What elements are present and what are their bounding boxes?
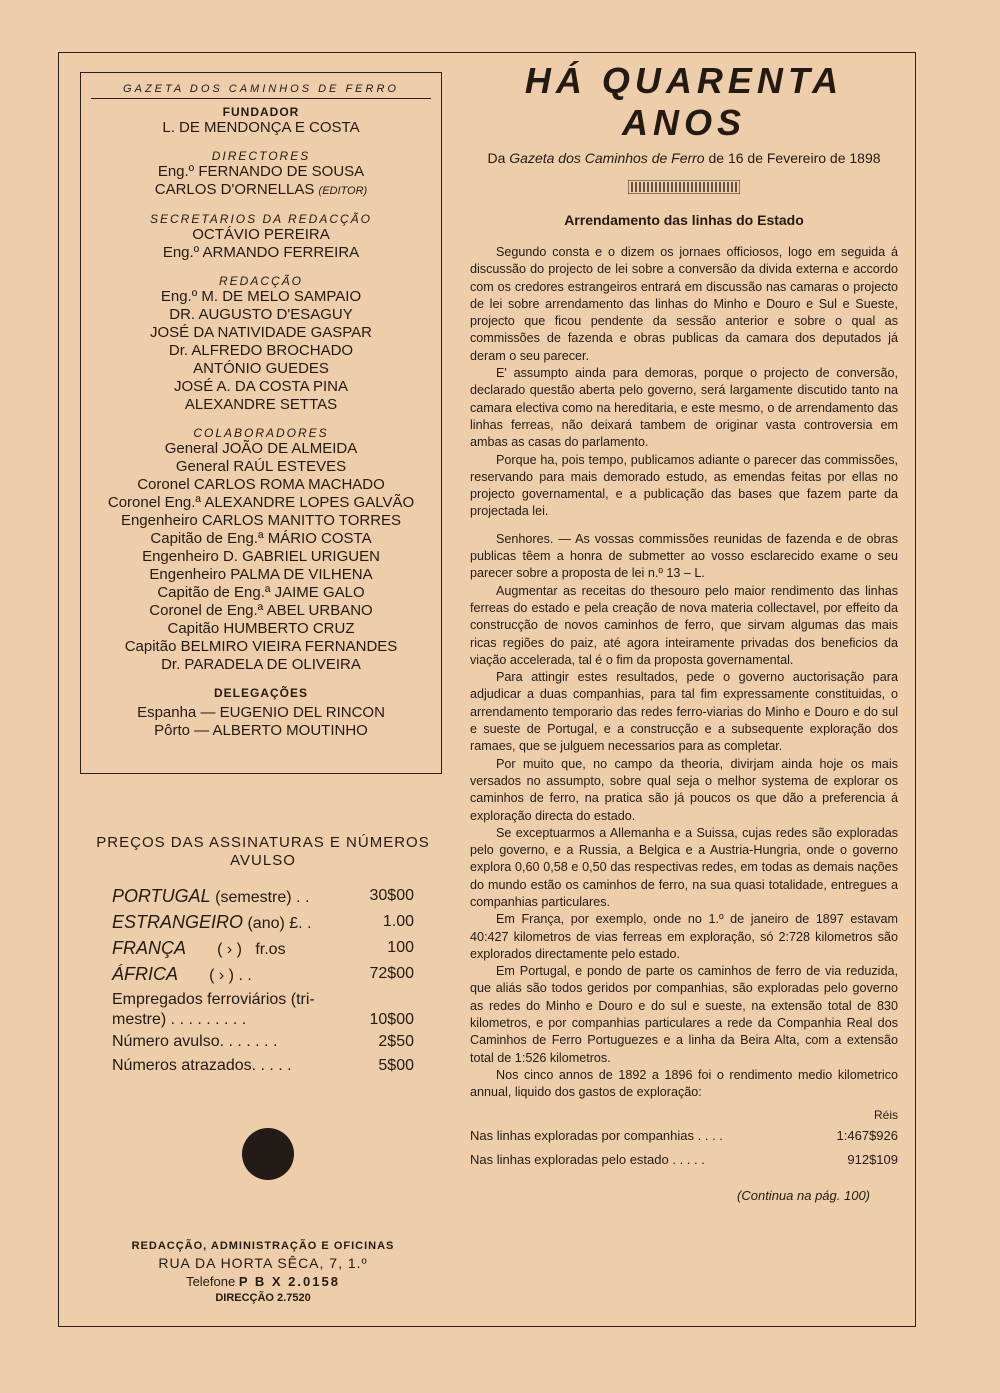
colaborador-name: Engenheiro CARLOS MANITTO TORRES xyxy=(120,512,402,529)
article-paragraph: Senhores. — As vossas commissões reunidas de fazenda e de obras publicas têem a honra de submetter ao vosso esclarecido exame o seu parecer sobre a proposta de lei n.º 13 – L. xyxy=(470,531,898,581)
price-label: ESTRANGEIRO xyxy=(112,912,244,932)
ferroviarios-row xyxy=(88,990,438,1010)
colaborador-name: General JOÃO DE ALMEIDA xyxy=(164,440,358,457)
colaborador-name: Coronel de Eng.ª ABEL URBANO xyxy=(149,602,373,619)
article-paragraph: Em França, por exemplo, onde no 1.º de janeiro de 1897 estavam 40:427 kilometros de vias ferreas em exploração, só 2:728 kilometros são explorados directamente pelo estado. xyxy=(470,912,898,961)
income-value: 912$109 xyxy=(847,1151,898,1167)
price-row xyxy=(88,936,438,962)
reis-label: Réis xyxy=(873,1107,898,1122)
price-label-detail: ( › ) fr.os xyxy=(186,941,286,958)
colaborador-name: Capitão HUMBERTO CRUZ xyxy=(167,620,355,637)
dateline-source: Gazeta dos Caminhos de Ferro xyxy=(509,150,705,166)
ferroviarios-label: Empregados ferroviários (tri- xyxy=(112,991,315,1008)
redaccao-name: JOSÉ DA NATIVIDADE GASPAR xyxy=(150,324,372,341)
price-row xyxy=(88,910,438,936)
fundador-name: L. DE MENDONÇA E COSTA xyxy=(162,119,360,136)
price-value: 30$00 xyxy=(369,887,414,904)
income-label: Nas linhas exploradas por companhias . . . . xyxy=(470,1127,723,1143)
telefone-value: P B X 2.0158 xyxy=(238,1274,340,1289)
colaborador-name: Dr. PARADELA DE OLIVEIRA xyxy=(161,656,361,673)
article-column xyxy=(470,60,898,1203)
secretario-name: OCTÁVIO PEREIRA xyxy=(192,226,330,243)
redaccao-name: Dr. ALFREDO BROCHADO xyxy=(168,342,354,359)
continued-note: (Continua na pág. 100) xyxy=(737,1187,870,1203)
article-paragraph: Segundo consta e o dizem os jornaes officiosos, logo em seguida á discussão do projecto de lei sobre a conversão da divida externa e accordo com os credores estrangeiros entrará em discussão nas camaras o projecto de lei sobre arrendamento das linhas do Minho e Douro e Sul e Sueste, projecto que ficou pendente da sessão anterior e sobre o qual as commissões de fazenda e obras publicas da camara dos deputados já deram o seu parecer. xyxy=(470,245,898,363)
dateline xyxy=(470,150,898,166)
address-block xyxy=(88,1240,438,1304)
redaccao-name: ANTÓNIO GUEDES xyxy=(193,360,329,377)
prices-section xyxy=(88,834,438,1078)
director-editor xyxy=(81,181,441,200)
atrazados-value: 5$00 xyxy=(378,1057,414,1074)
headline: HÁ QUARENTA ANOS xyxy=(524,60,844,143)
delegacao-line: Espanha — EUGENIO DEL RINCON xyxy=(137,704,385,721)
article-paragraph: Se exceptuarmos a Allemanha e a Suissa, cujas redes são exploradas pelo governo, e a Russia, a Belgica e a Austria-Hungria, onde o governo explora 0,60 0,58 e 0,50 das respectivas redes, em todas as demais nações do mundo estão os caminhos de ferro, na sua quasi totalidade, entregues a companhias particulares. xyxy=(470,825,898,909)
address-line2: RUA DA HORTA SÊCA, 7, 1.º xyxy=(158,1255,368,1271)
delegacao-line: Pôrto — ALBERTO MOUTINHO xyxy=(154,722,368,739)
dateline-pre: Da xyxy=(487,150,510,166)
article-paragraph: Porque ha, pois tempo, publicamos adiante o parecer das commissões, reservando para mais demorado estudo, as emendas feitas por ellas no projecto governamental, e a publicação das bases que fazem parte da projectada lei. xyxy=(470,452,898,519)
delegacoes-label: DELEGAÇÕES xyxy=(213,686,308,700)
price-label: PORTUGAL xyxy=(112,886,211,906)
price-value: 72$00 xyxy=(369,965,414,982)
redaccao-name: DR. AUGUSTO D'ESAGUY xyxy=(169,306,353,323)
colaborador-name: Capitão de Eng.ª JAIME GALO xyxy=(157,584,365,601)
atrazados-row xyxy=(88,1054,438,1078)
income-label: Nas linhas exploradas pelo estado . . . . . xyxy=(470,1151,705,1167)
telefone-line xyxy=(88,1274,438,1289)
editor-note: (EDITOR) xyxy=(318,185,368,197)
prices-title: PREÇOS DAS ASSINATURAS E NÚMEROS AVULSO xyxy=(96,834,430,869)
income-row xyxy=(470,1150,898,1170)
price-label-detail: (ano) £. . xyxy=(243,915,312,932)
colaborador-name: Engenheiro D. GABRIEL URIGUEN xyxy=(142,548,380,565)
article-paragraph: Por muito que, no campo da theoria, divirjam ainda hoje os mais versados no assumpto, sobre qual seja o melhor systema de explorar os caminhos de ferro, na pratica são já poucos os que dão a preferencia á exploração directa do estado. xyxy=(470,756,898,823)
article-paragraph: Augmentar as receitas do thesouro pelo maior rendimento das linhas ferreas do estado e pela creação de nova materia collectavel, por effeito da construcção de novos caminhos de ferro, que sirvam algumas das mais ricas regiões do paiz, até agora inteiramente privadas dos beneficios da viação accelerada, tal é o fim da proposta governamental. xyxy=(470,583,898,667)
masthead-box xyxy=(80,72,442,774)
income-row xyxy=(470,1126,898,1146)
colaborador-name: Coronel Eng.ª ALEXANDRE LOPES GALVÃO xyxy=(107,494,415,511)
price-label: ÁFRICA xyxy=(112,964,179,984)
secretarios-label: SECRETARIOS DA REDACÇÃO xyxy=(149,212,373,226)
article-title: Arrendamento das linhas do Estado xyxy=(564,212,804,228)
redaccao-name: ALEXANDRE SETTAS xyxy=(184,396,338,413)
address-line1: REDACÇÃO, ADMINISTRAÇÃO E OFICINAS xyxy=(131,1240,395,1252)
ferroviarios-label-cont: mestre) . . . . . . . . . xyxy=(112,1011,247,1028)
article-paragraph: E' assumpto ainda para demoras, porque o projecto de conversão, declarado questão aberta pelo governo, será largamente discutido tanto na camara electiva como na hereditaria, e este mesmo, o de arrendamento das linhas ferreas, não deixará tambem de originar vasta controversia em ambas as casas do parlamento. xyxy=(470,366,898,450)
price-row xyxy=(88,884,438,910)
director-editor-name: CARLOS D'ORNELLAS xyxy=(154,181,315,198)
income-value: 1:467$926 xyxy=(836,1127,898,1143)
price-row xyxy=(88,962,438,988)
colaborador-name: Coronel CARLOS ROMA MACHADO xyxy=(137,476,385,493)
article-paragraph: Em Portugal, e pondo de parte os caminhos de ferro de via reduzida, que aliás são todos geridos por companhias, são exploradas pelo governo as redes do Minho e Douro e do sul e sueste, na extensão total de 830 kilometros, e por companhias particulares a rede da Companhia Real dos Caminhos de Ferro Portuguezes e a linha da Beira Alta, com a extensão total de 1:526 kilometros. xyxy=(470,964,898,1065)
price-value: 100 xyxy=(387,939,414,956)
colaboradores-label: COLABORADORES xyxy=(193,426,329,440)
directores-label: DIRECTORES xyxy=(211,149,311,163)
avulso-label: Número avulso. . . . . . . xyxy=(112,1033,278,1050)
price-value: 1.00 xyxy=(382,913,414,930)
price-label-detail: (semestre) . . xyxy=(210,889,310,906)
redaccao-name: Eng.º M. DE MELO SAMPAIO xyxy=(160,288,362,305)
secretario-name: Eng.º ARMANDO FERREIRA xyxy=(162,244,360,261)
ink-dot-ornament xyxy=(242,1128,294,1180)
article-paragraph: Para attingir estes resultados, pede o governo auctorisação para adjudicar a duas companhias, para tal fim expressamente constituidas, o arrendamento temporario das redes ferro-viarias do Minho e Douro e do sul e sueste de Portugal, e a construcção e a subsequente exploração dos ramaes, que se julguem necessarios para as completar. xyxy=(470,670,898,754)
director-name: Eng.º FERNANDO DE SOUSA xyxy=(157,163,365,180)
masthead-title: GAZETA DOS CAMINHOS DE FERRO xyxy=(91,83,431,99)
colaborador-name: Engenheiro PALMA DE VILHENA xyxy=(149,566,373,583)
atrazados-label: Números atrazados. . . . . xyxy=(112,1057,292,1074)
direccao-line: DIRECÇÃO 2.7520 xyxy=(215,1292,311,1304)
avulso-value: 2$50 xyxy=(378,1033,414,1050)
price-label-detail: ( › ) . . xyxy=(178,967,252,984)
avulso-row xyxy=(88,1030,438,1054)
ferroviarios-value: 10$00 xyxy=(369,1011,414,1028)
colaborador-name: Capitão de Eng.ª MÁRIO COSTA xyxy=(150,530,372,547)
article-body xyxy=(470,244,898,1102)
ferroviarios-row-cont xyxy=(88,1010,438,1030)
dateline-post: de 16 de Fevereiro de 1898 xyxy=(704,150,881,166)
fundador-label: FUNDADOR xyxy=(222,105,300,119)
colaborador-name: Capitão BELMIRO VIEIRA FERNANDES xyxy=(124,638,398,655)
redaccao-label: REDACÇÃO xyxy=(218,274,303,288)
article-paragraph: Nos cinco annos de 1892 a 1896 foi o rendimento medio kilometrico annual, liquido dos gastos de exploração: xyxy=(470,1067,898,1100)
price-label: FRANÇA xyxy=(112,938,187,958)
ornament-divider-icon xyxy=(628,180,740,194)
redaccao-name: JOSÉ A. DA COSTA PINA xyxy=(174,378,348,395)
telefone-label: Telefone xyxy=(186,1274,236,1289)
colaborador-name: General RAÚL ESTEVES xyxy=(175,458,347,475)
